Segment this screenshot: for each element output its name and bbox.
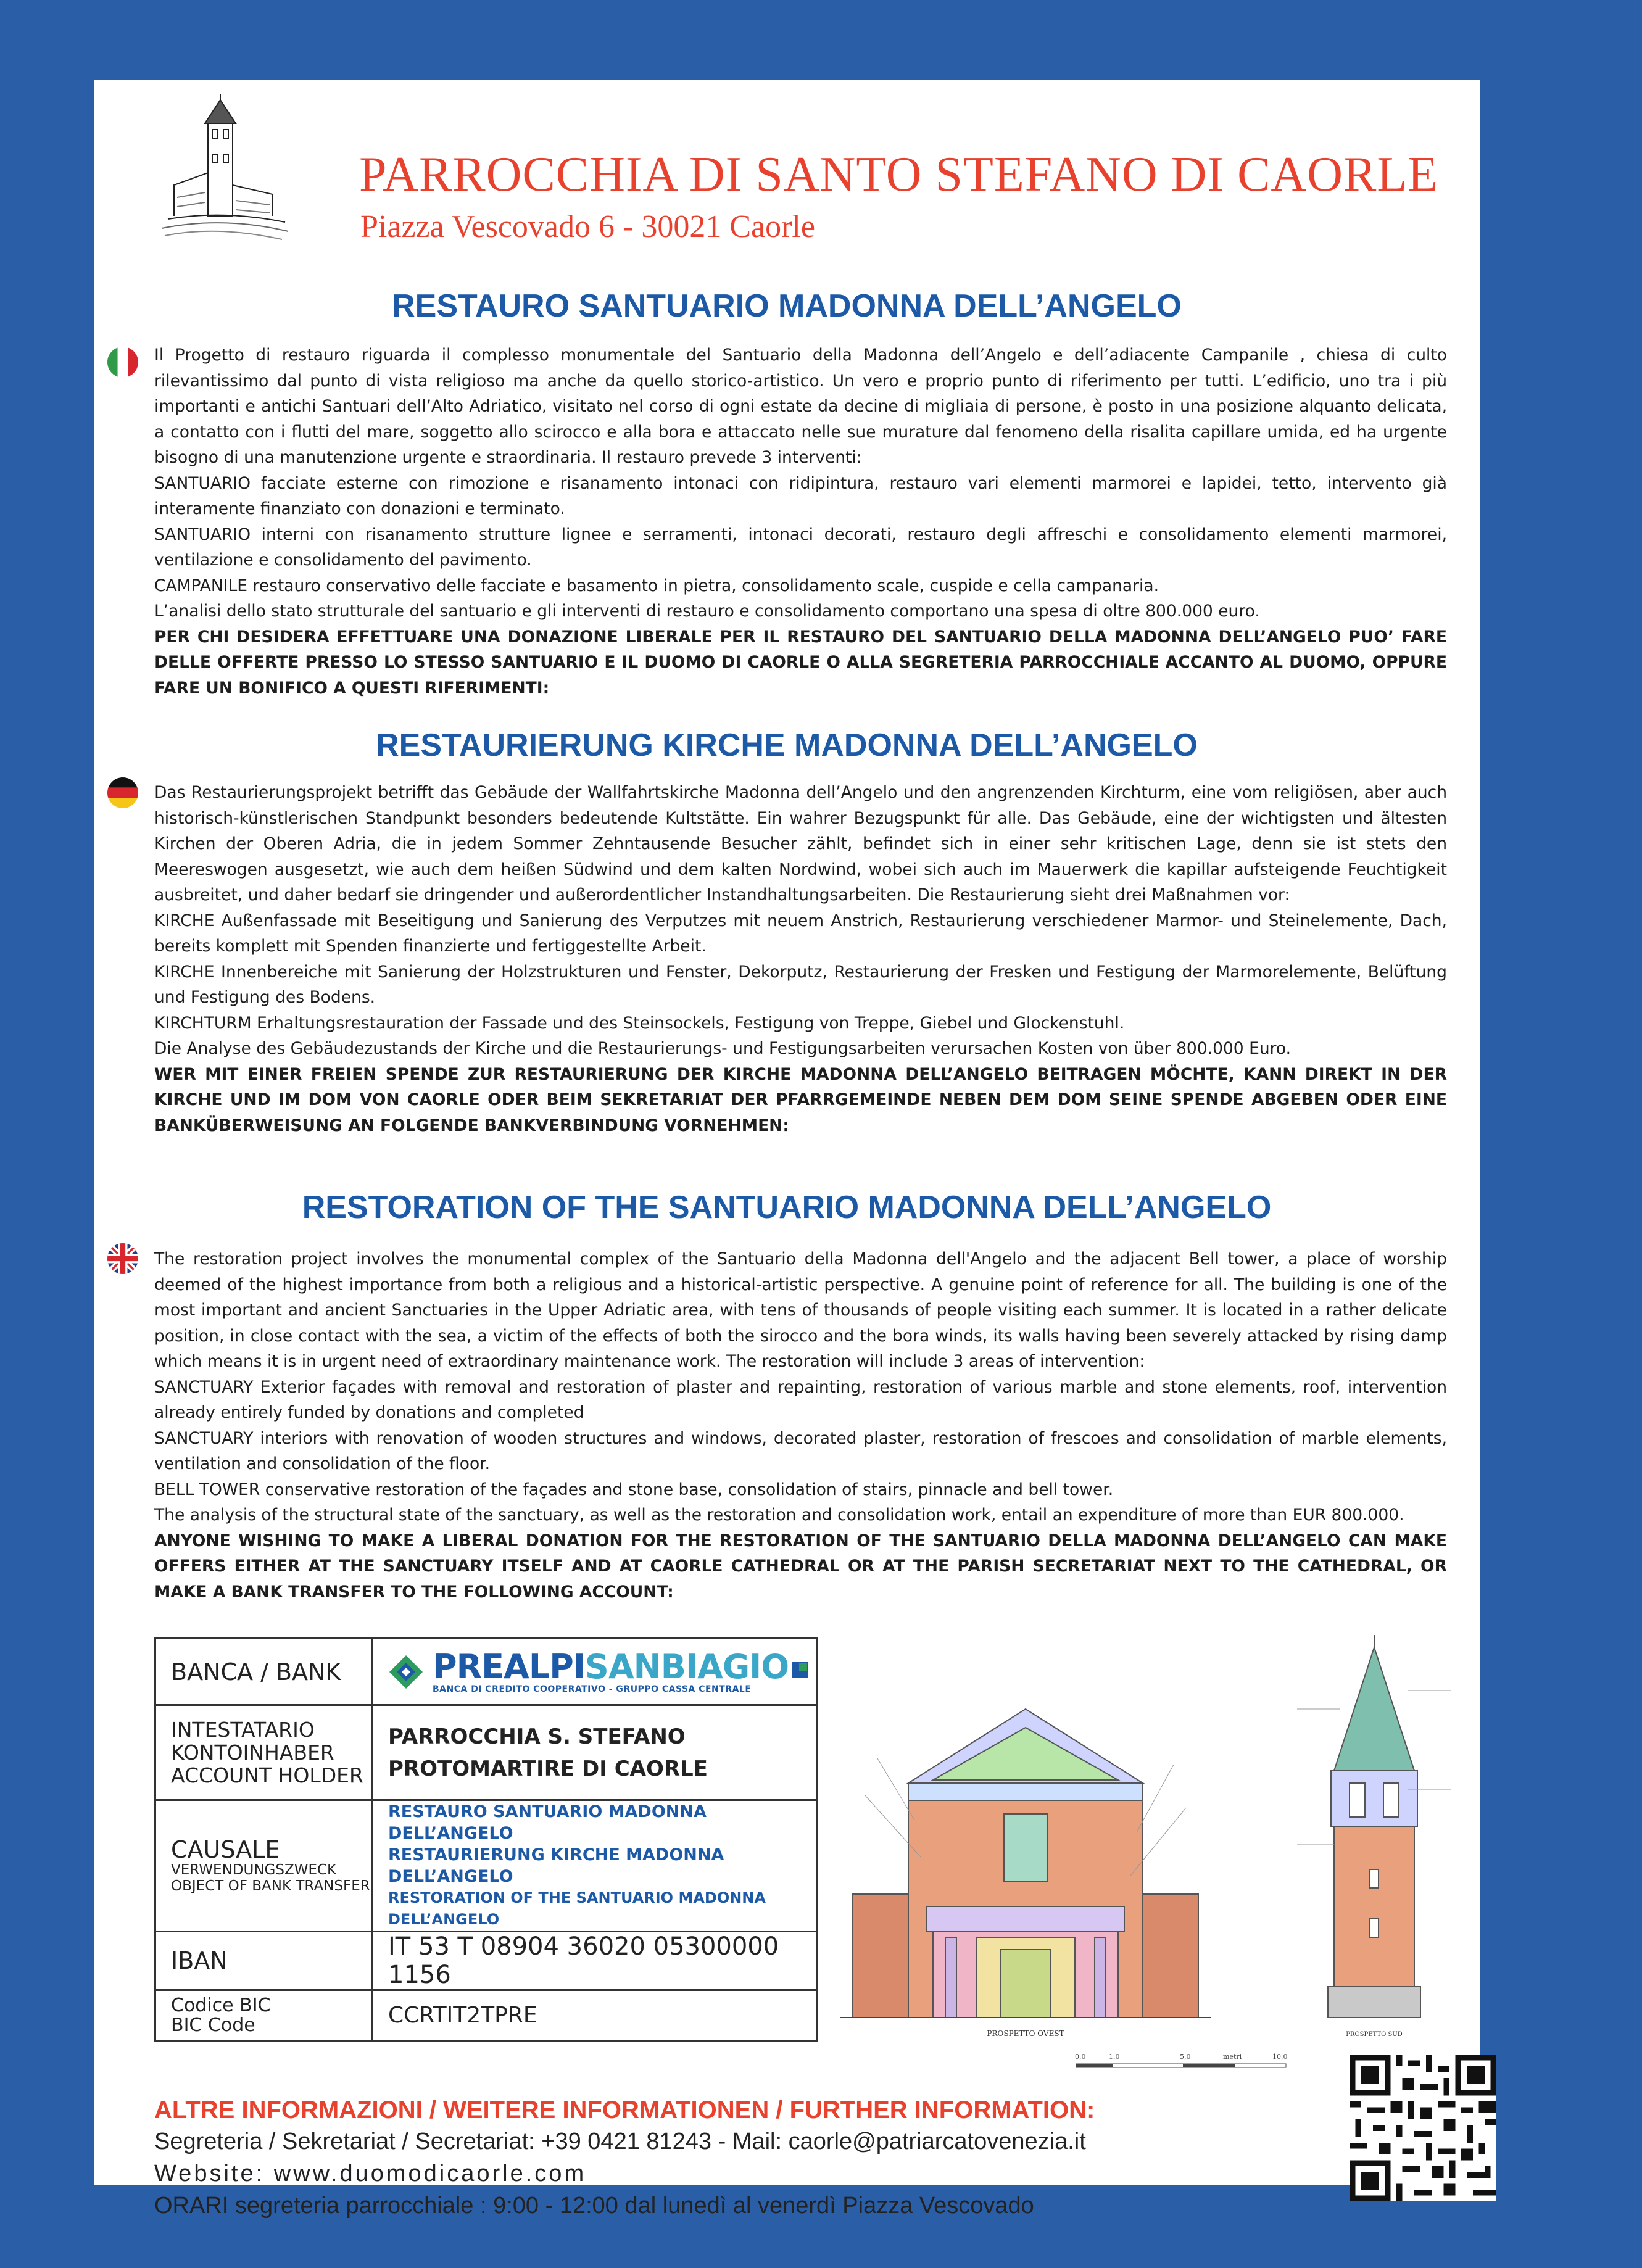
section-title-german: RESTAURIERUNG KIRCHE MADONNA DELL’ANGELO <box>376 727 1198 763</box>
english-paragraph: The restoration project involves the monumental complex of the Santuario della Madonna dell'Angelo and the adjacent Bell tower, a place of worship deemed of the highest importance from both a religious and a historical-artistic perspective. A genuine point of reference for all. The building is one of the most important and ancient Sanctuaries in the Upper Adriatic area, with tens of thousands of people visiting each summer. It is located in a rather delicate position, in close contact with the sea, a victim of the effects of both the sirocco and the bora winds, its walls having been severely attacked by rising damp which means it is in urgent need of extraordinary maintenance work. The restoration will include 3 areas of intervention: <box>154 1249 1447 1371</box>
causale-italian: RESTAURO SANTUARIO MADONNA DELL’ANGELO <box>388 1802 707 1843</box>
uk-flag-icon <box>107 1243 138 1274</box>
iban-value: IT 53 T 08904 36020 05300000 1156 <box>373 1932 818 1990</box>
bic-value: CCRTIT2TPRE <box>373 1990 818 2041</box>
english-paragraph: SANCTUARY interiors with renovation of wooden structures and windows, decorated plaster, restoration of frescoes and consolidation of marble elements, ventilation and consolidation of the floor. <box>154 1428 1447 1473</box>
holder-label-cell <box>155 1705 373 1800</box>
causale-label: CAUSALE <box>171 1836 280 1863</box>
section-title-english: RESTORATION OF THE SANTUARIO MADONNA DELL’ANGELO <box>302 1190 1272 1225</box>
italian-paragraph: SANTUARIO facciate esterne con rimozione e risanamento intonaci con ridipintura, restauro vari elementi marmorei e lapidei, tetto, intervento già interamente finanziato con donazioni e terminato. <box>154 473 1447 518</box>
english-donation-appeal: ANYONE WISHING TO MAKE A LIBERAL DONATION FOR THE RESTORATION OF THE SANTUARIO DELLA MADONNA DELL’ANGELO CAN MAKE OFFERS EITHER AT THE SANCTUARY ITSELF AND AT CAORLE CATHEDRAL OR AT THE PARISH SECRETARIAT NEXT TO THE CATHEDRAL, OR MAKE A BANK TRANSFER TO THE FOLLOWING ACCOUNT: <box>154 1531 1447 1602</box>
causale-label-en: OBJECT OF BANK TRANSFER <box>171 1878 370 1894</box>
church-sketch-logo <box>155 93 294 247</box>
qr-code[interactable] <box>1350 2055 1496 2201</box>
bank-logo-cell <box>373 1639 818 1705</box>
italian-paragraph: Il Progetto di restauro riguarda il complesso monumentale del Santuario della Madonna dell’Angelo e dell’adiacente Campanile , chiesa di culto rilevantissimo dal punto di vista religioso ma anche da quello storico-artistico. Un vero e proprio punto di riferimento per tutti. L’edificio, uno tra i più importanti e antichi Santuari dell’Alto Adriatico, visitato nel corso di ogni estate da decine di migliaia di persone, è posto in una posizione alquanto delicata, a contatto con i flutti del mare, soggetto allo scirocco e alla bora e attaccato nelle sue murature dal fenomeno della risalita capillare umida, ed ha urgente bisogno di una manutenzione urgente e straordinaria. Il restauro prevede 3 interventi: <box>154 346 1447 467</box>
scale-tick: metri <box>1223 2053 1242 2061</box>
english-paragraph: SANCTUARY Exterior façades with removal and restoration of plaster and repainting, restoration of various marble and stone elements, roof, intervention already entirely funded by donations and completed <box>154 1377 1447 1422</box>
iban-label-cell <box>155 1932 373 1990</box>
scale-tick: 1,0 <box>1109 2053 1120 2061</box>
scale-tick: 10,0 <box>1272 2053 1288 2061</box>
german-paragraph: KIRCHE Innenbereiche mit Sanierung der Holzstrukturen und Fenster, Dekorputz, Restaurierung der Fresken und Festigung der Marmorelemente, Belüftung und Festigung des Bodens. <box>154 962 1447 1007</box>
holder-name-line-1: PARROCCHIA S. STEFANO <box>388 1724 686 1749</box>
italian-text <box>154 342 1447 701</box>
bank-row <box>155 1639 818 1705</box>
parish-address: Piazza Vescovado 6 - 30021 Caorle <box>360 209 815 244</box>
english-paragraph: BELL TOWER conservative restoration of the façades and stone base, consolidation of stairs, pinnacle and bell tower. <box>154 1480 1114 1499</box>
bank-label: BANCA / BANK <box>171 1658 341 1686</box>
causale-value-cell <box>373 1800 818 1932</box>
german-paragraph: Das Restaurierungsprojekt betrifft das Gebäude der Wallfahrtskirche Madonna dell’Angelo und den angrenzenden Kirchturm, eine vom religiösen, aber auch historisch-künstlerischen Standpunkt besonders bedeutende Kultstätte. Ein wahrer Bezugspunkt für alle. Das Gebäude, eine der wichtigsten und ältesten Kirchen der Oberen Adria, die in jedem Sommer Zehntausende Besucher zählt, befindet sich in einer sehr kritischen Lage, denn sie ist stets den Meereswogen ausgesetzt, wie auch dem heißen Südwind und dem kalten Nordwind, wobei sich auch im Mauerwerk die kapillar aufsteigende Feuchtigkeit ausbreitet, und daher bedarf sie dringender und außerordentlicher Instandhaltungsarbeiten. Die Restaurierung sieht drei Maßnahmen vor: <box>154 783 1447 904</box>
german-text <box>154 780 1447 1138</box>
germany-flag-icon <box>107 777 138 808</box>
bell-tower-drawing <box>1291 1635 1457 2042</box>
causale-label-de: VERWENDUNGSZWECK <box>171 1862 337 1878</box>
german-paragraph: KIRCHE Außenfassade mit Beseitigung und Sanierung des Verputzes mit neuem Anstrich, Restaurierung verschiedener Marmor- und Steinelemente, Dach, bereits komplett mit Spenden finanzierte und fertiggestellte Arbeit. <box>154 911 1447 956</box>
bic-label-cell <box>155 1990 373 2041</box>
iban-row <box>155 1932 818 1990</box>
drawing-scale-bar <box>1075 2051 1322 2076</box>
english-text <box>154 1246 1447 1605</box>
scale-tick: 0,0 <box>1075 2053 1086 2061</box>
causale-german: RESTAURIERUNG KIRCHE MADONNA DELL’ANGELO <box>388 1845 724 1886</box>
parish-title: PARROCCHIA DI SANTO STEFANO DI CAORLE <box>359 147 1439 202</box>
causale-row <box>155 1800 818 1932</box>
holder-label-de: KONTOINHABER <box>171 1740 334 1765</box>
contact-line: Segreteria / Sekretariat / Secretariat: +39 0421 81243 - Mail: caorle@patriarcatovenezia.it <box>154 2129 1086 2154</box>
section-title-italian: RESTAURO SANTUARIO MADONNA DELL’ANGELO <box>392 288 1182 324</box>
italian-donation-appeal: PER CHI DESIDERA EFFETTUARE UNA DONAZIONE LIBERALE PER IL RESTAURO DEL SANTUARIO DELLA MADONNA DELL’ANGELO PUO’ FARE DELLE OFFERTE PRESSO LO STESSO SANTUARIO E IL DUOMO DI CAORLE O ALLA SEGRETERIA PARROCCHIALE ACCANTO AL DUOMO, OPPURE FARE UN BONIFICO A QUESTI RIFERIMENTI: <box>154 627 1447 698</box>
tower-caption: PROSPETTO SUD <box>1346 2031 1403 2038</box>
english-paragraph: The analysis of the structural state of the sanctuary, as well as the restoration and consolidation work, entail an expenditure of more than EUR 800.000. <box>154 1505 1404 1525</box>
prealpi-sanbiagio-logo <box>388 1647 816 1694</box>
holder-value-cell <box>373 1705 818 1800</box>
further-info-title: ALTRE INFORMAZIONI / WEITERE INFORMATIONEN / FURTHER INFORMATION: <box>154 2096 1095 2124</box>
bic-label-it: Codice BIC <box>171 1994 271 2016</box>
italian-paragraph: SANTUARIO interni con risanamento strutture lignee e serramenti, intonaci decorati, restauro degli affreschi e consolidamento elementi marmorei, ventilazione e consolidamento del pavimento. <box>154 524 1447 569</box>
german-paragraph: Die Analyse des Gebäudezustands der Kirche und die Restaurierungs- und Festigungsarbeiten verursachen Kosten von über 800.000 Euro. <box>154 1039 1292 1058</box>
poster-sheet <box>94 80 1480 2219</box>
bank-details-table <box>154 1637 818 2042</box>
facade-caption: PROSPETTO OVEST <box>987 2029 1064 2038</box>
holder-label-en: ACCOUNT HOLDER <box>171 1763 363 1787</box>
causale-label-cell <box>155 1800 373 1932</box>
bank-name-sanbiagio: SANBIAGIO <box>584 1647 789 1686</box>
causale-english: RESTORATION OF THE SANTUARIO MADONNA DELL’ANGELO <box>388 1889 766 1928</box>
italian-paragraph: L’analisi dello stato strutturale del santuario e gli interventi di restauro e consolidamento comportano una spesa di oltre 800.000 euro. <box>154 602 1260 621</box>
bic-label-en: BIC Code <box>171 2014 255 2036</box>
office-hours-line: ORARI segreteria parrocchiale : 9:00 - 12:00 dal lunedì al venerdì Piazza Vescovado <box>154 2193 1034 2219</box>
italian-paragraph: CAMPANILE restauro conservativo delle facciate e basamento in pietra, consolidamento scale, cuspide e cella campanaria. <box>154 576 1159 595</box>
german-paragraph: KIRCHTURM Erhaltungsrestauration der Fassade und des Steinsockels, Festigung von Treppe, Giebel und Glockenstuhl. <box>154 1013 1125 1033</box>
scale-tick: 5,0 <box>1180 2053 1191 2061</box>
italy-flag-icon <box>107 347 138 378</box>
holder-name-line-2: PROTOMARTIRE DI CAORLE <box>388 1756 708 1781</box>
holder-label-it: INTESTATARIO <box>171 1718 315 1742</box>
bank-square-icon <box>792 1662 808 1678</box>
holder-row <box>155 1705 818 1800</box>
prealpi-diamond-icon <box>388 1654 424 1690</box>
website-line: Website: www.duomodicaorle.com <box>154 2161 587 2187</box>
german-donation-appeal: WER MIT EINER FREIEN SPENDE ZUR RESTAURIERUNG DER KIRCHE MADONNA DELL’ANGELO BEITRAGEN MÖCHTE, KANN DIREKT IN DER KIRCHE UND IM DOM VON CAORLE ODER BEIM SEKRETARIAT DER PFARRGEMEINDE NEBEN DEM DOM SEINE SPENDE ABGEBEN ODER EINE BANKÜBERWEISUNG AN FOLGENDE BANKVERBINDUNG VORNEHMEN: <box>154 1064 1447 1135</box>
facade-drawing <box>840 1672 1211 2042</box>
bic-row <box>155 1990 818 2041</box>
bank-name-prealpi: PREALPI <box>433 1647 585 1686</box>
bank-label-cell <box>155 1639 373 1705</box>
iban-label: IBAN <box>171 1947 228 1974</box>
bank-tagline: BANCA DI CREDITO COOPERATIVO - GRUPPO CASSA CENTRALE <box>433 1684 752 1694</box>
